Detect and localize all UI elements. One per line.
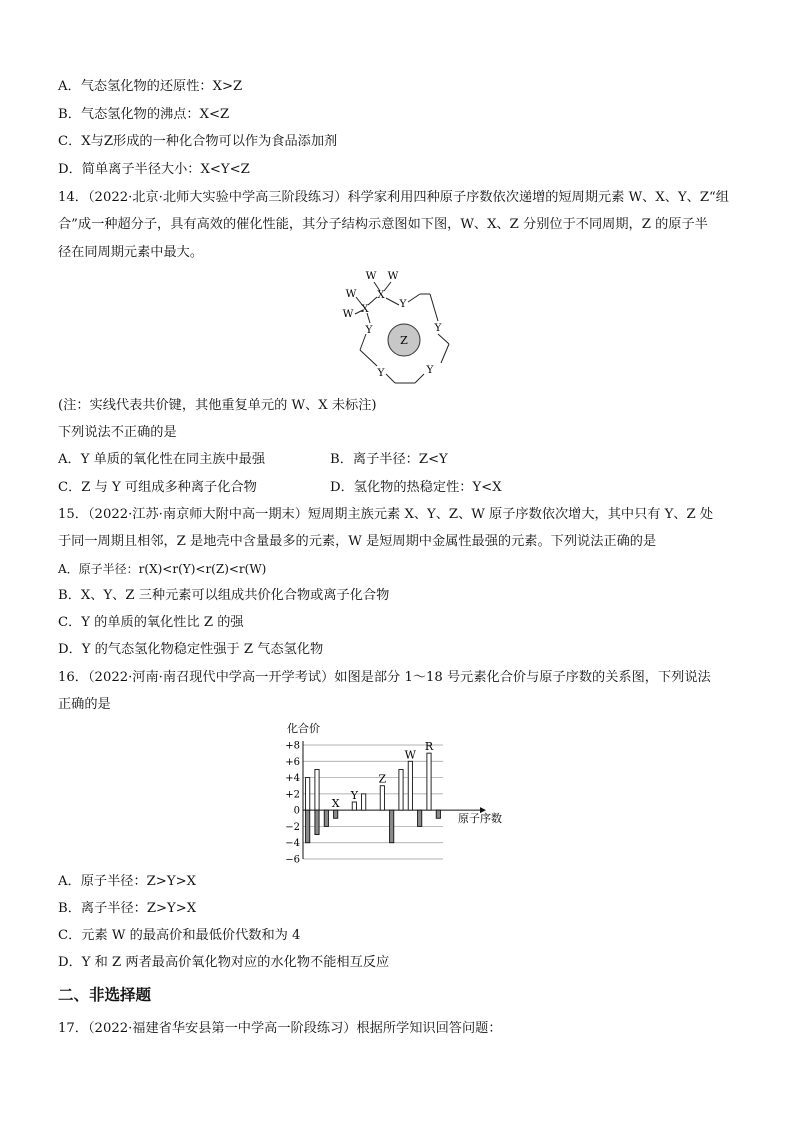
x-axis-label: 原子序数	[458, 812, 502, 825]
q16-stem-line1: 16．（2022·河南·南召现代中学高一开学考试）如图是部分 1～18 号元素化合价与原子序数的关系图，下列说法	[58, 670, 711, 685]
y-tick-label: +8	[285, 740, 300, 752]
y-tick-label: +4	[285, 773, 300, 785]
y-tick-label: −6	[285, 854, 300, 866]
x-label: X	[377, 289, 385, 301]
positive-valence-bar	[315, 769, 319, 810]
q14-stem-line3: 径在同周期元素中最大。	[58, 245, 204, 260]
q15-stem-line1: 15．（2022·江苏·南京师大附中高一期末）短周期主族元素 X、Y、Z、W 原子序数依次增大，其中只有 Y、Z 处	[58, 507, 714, 522]
negative-valence-bar	[306, 810, 310, 843]
y-tick-label: 0	[293, 805, 300, 817]
q14-note: (注：实线代表共价键，其他重复单元的 W、X 未标注)	[58, 398, 377, 413]
q15-option-c: C．Y 的单质的氧化性比 Z 的强	[58, 615, 244, 630]
q14-option-d: D．氢化物的热稳定性：Y<X	[330, 480, 502, 495]
y-tick-label: −2	[285, 821, 300, 833]
q14-option-b: B．离子半径：Z<Y	[330, 452, 448, 467]
y-label: Y	[399, 298, 407, 310]
negative-valence-bar	[390, 810, 394, 843]
w-label: W	[365, 270, 377, 282]
element-label: Y	[350, 789, 358, 802]
supramolecule-diagram	[330, 264, 470, 396]
q15-option-a: A．原子半径：r(X)<r(Y)<r(Z)<r(W)	[58, 562, 267, 576]
q15-option-b: B．X、Y、Z 三种元素可以组成共价化合物或离子化合物	[58, 588, 390, 603]
q16-option-c: C．元素 W 的最高价和最低价代数和为 4	[58, 928, 301, 943]
negative-valence-bar	[334, 810, 338, 818]
element-label: X	[331, 797, 340, 811]
w-label: W	[342, 308, 354, 320]
element-label: Z	[378, 772, 387, 786]
q15-option-d: D．Y 的气态氢化物稳定性强于 Z 气态氢化物	[58, 642, 324, 657]
q16-option-a: A．原子半径：Z>Y>X	[58, 874, 197, 889]
x-label: X	[361, 303, 369, 315]
w-label: W	[387, 270, 399, 282]
y-label: Y	[434, 322, 442, 334]
y-tick-label: −4	[285, 838, 300, 850]
y-tick-label: +2	[285, 789, 300, 801]
section-heading: 二、非选择题	[58, 986, 152, 1004]
q16-option-b: B．离子半径：Z>Y>X	[58, 901, 197, 916]
negative-valence-bar	[324, 810, 328, 826]
y-tick-label: +6	[285, 756, 300, 768]
q13-option-a: A．气态氢化物的还原性：X>Z	[58, 79, 243, 94]
positive-valence-bar	[380, 786, 384, 810]
q13-option-d: D．简单离子半径大小：X<Y<Z	[58, 162, 250, 177]
positive-valence-bar	[408, 761, 412, 810]
valence-chart	[275, 716, 520, 868]
q15-stem-line2: 于同一周期且相邻，Z 是地壳中含量最多的元素，W 是短周期中金属性最强的元素。下列说法正确的是	[58, 534, 657, 549]
positive-valence-bar	[306, 778, 310, 811]
negative-valence-bar	[315, 810, 319, 834]
y-label: Y	[377, 367, 385, 379]
q14-option-c: C．Z 与 Y 可组成多种离子化合物	[58, 480, 257, 495]
negative-valence-bar	[436, 810, 440, 818]
positive-valence-bar	[362, 794, 366, 810]
q14-stem-line2: 合”成一种超分子，具有高效的催化性能，其分子结构示意图如下图，W、X、Z 分别位于不同周期，Z 的原子半	[58, 217, 708, 232]
z-atom-label: Z	[400, 334, 408, 347]
q14-stem-line1: 14．（2022·北京·北师大实验中学高三阶段练习）科学家利用四种原子序数依次递增的短周期元素 W、X、Y、Z“组	[58, 190, 729, 205]
positive-valence-bar	[352, 802, 356, 810]
element-label: W	[404, 748, 416, 762]
y-label: Y	[365, 324, 373, 336]
positive-valence-bar	[399, 769, 403, 810]
q14-prompt: 下列说法不正确的是	[58, 425, 177, 440]
y-label: Y	[426, 364, 434, 376]
q13-option-b: B．气态氢化物的沸点：X<Z	[58, 107, 230, 122]
positive-valence-bar	[427, 753, 431, 810]
q16-option-d: D．Y 和 Z 两者最高价氧化物对应的水化物不能相互反应	[58, 955, 390, 970]
element-label: R	[424, 740, 434, 754]
q14-option-a: A．Y 单质的氧化性在同主族中最强	[58, 452, 266, 467]
negative-valence-bar	[418, 810, 422, 826]
y-axis-label: 化合价	[287, 722, 320, 735]
w-label: W	[345, 288, 357, 300]
q13-option-c: C．X与Z形成的一种化合物可以作为食品添加剂	[58, 134, 338, 149]
q17-stem-line1: 17．（2022·福建省华安县第一中学高一阶段练习）根据所学知识回答问题：	[58, 1021, 502, 1036]
q16-stem-line2: 正确的是	[58, 697, 111, 712]
